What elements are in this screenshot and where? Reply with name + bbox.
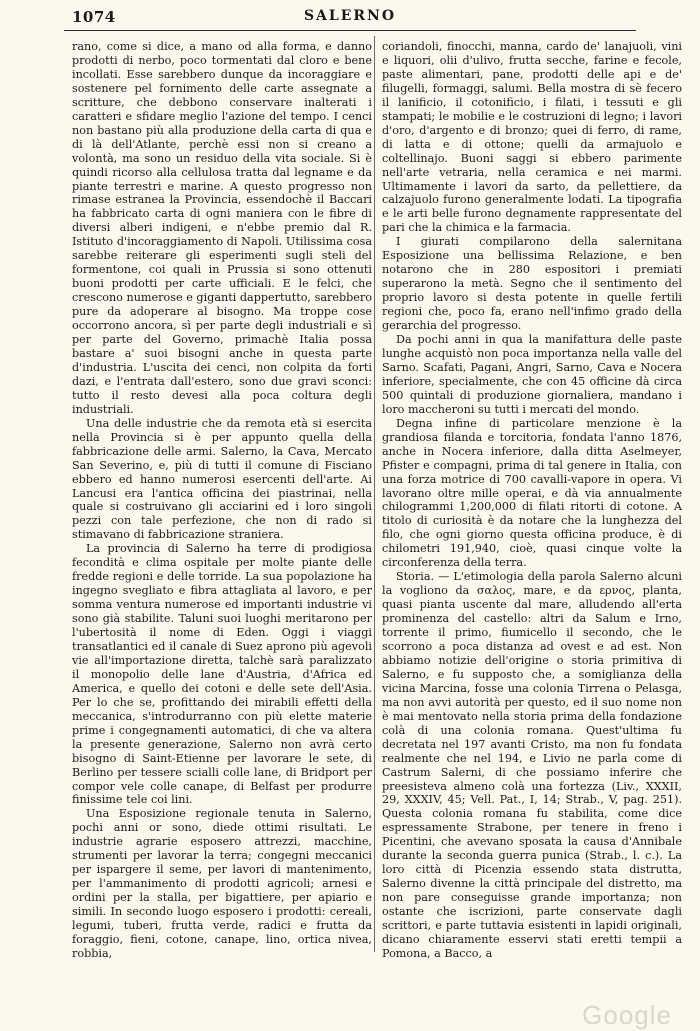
paragraph: I giurati compilarono della salernitana Esposizione una bellissima Relazione, e ben notarono che in 280 espositori i premiati superarono la metà. Segno che il sentimento del proprio lavoro si desta potente in quelle fertili regioni che, poco fa, erano nell'infimo grado della gerarchia del progresso. (382, 235, 682, 333)
paragraph: La provincia di Salerno ha terre di prodigiosa fecondità e clima ospitale per molte piante delle fredde regioni e delle torride. La sua popolazione ha ingegno svegliato e fibra attagliata al lavoro, e per somma ventura numerose ed importanti industrie vi sono già stabilite. Taluni suoi luoghi meritarono per l'ubertosità il nome di Eden. Oggi i viaggi transatlantici ed il canale di Suez aprono più agevoli vie all'importazione diretta, talchè sarà paralizzato il monopolio delle lane d'Austria, d'Africa ed America, e quello dei cotoni e delle sete dell'Asia. Per lo che se, profittando dei mirabili effetti della meccanica, s'introdurranno con più elette materie prime i congegnamenti automatici, di che va altera la presente generazione, Salerno non avrà certo bisogno di Saint-Etienne per lavorare le sete, di Berlino per tessere scialli colle lane, di Bridport per compor vele colle canape, di Belfast per produrre finissime tele coi lini. (72, 542, 372, 807)
page-header (64, 8, 636, 31)
left-column (72, 40, 372, 961)
paragraph: Storia. — L'etimologia della parola Salerno alcuni la vogliono da σαλος, mare, e da ερνος, planta, quasi pianta uscente dal mare, alludendo all'erta prominenza del castello: altri da Salum e Irno, torrente il primo, fiumicello il secondo, che le scorrono a poca distanza ad ovest e ad est. Non abbiamo notizie dell'origine o storia primitiva di Salerno, e fu supposto che, a somiglianza della vicina Marcina, fosse una colonia Tirrena o Pelasga, ma non avvi autorità per questo, ed il suo nome non è mai mentovato nella storia prima della fondazione colà di una colonia romana. Quest'ultima fu decretata nel 197 avanti Cristo, ma non fu fondata realmente che nel 194, e Livio ne parla come di Castrum Salerni, di che possiamo inferire che preesisteva almeno colà una fortezza (Liv., XXXII, 29, XXXIV, 45; Vell. Pat., I, 14; Strab., V, pag. 251). Questa colonia romana fu stabilita, come dice espressamente Strabone, per tenere in freno i Picentini, che avevano sposata la causa d'Annibale durante la seconda guerra punica (Strab., l. c.). La loro città di Picenzia essendo stata distrutta, Salerno divenne la città principale del distretto, ma non pare conseguisse grande importanza; non ostante che iscrizioni, parte conservate dagli scrittori, e parte tuttavia esistenti in lapidi originali, dicano chiaramente esservi stati eretti tempii a Pomona, a Bacco, a (382, 570, 682, 960)
column-divider (374, 36, 375, 952)
right-column (382, 40, 682, 961)
paragraph: Una delle industrie che da remota età si esercita nella Provincia si è per appunto quella della fabbricazione delle armi. Salerno, la Cava, Mercato San Severino, e, più di tutti il comune di Fisciano ebbero ed hanno numerosi esercenti dell'arte. Ai Lancusi era l'antica officina dei piastrinai, nella quale si costruivano gli acciarini ed i loro singoli pezzi con tale perfezione, che non di rado si stimavano di fabbricazione straniera. (72, 416, 372, 542)
paragraph: coriandoli, finocchi, manna, cardo de' lanajuoli, vini e liquori, olii d'ulivo, frutta secche, farine e fecole, paste alimentari, pane, prodotti delle api e de' filugelli, formaggi, salumi. Bella mostra di sè fecero il lanificio, il cotonificio, i filati, i tessuti e gli stampati; le mobilie e le costruzioni di legno; i lavori d'oro, d'argento e di bronzo; quei di ferro, di rame, di latta e di ottone; quelli da armajuolo e coltellinajo. Buoni saggi si ebbero parimente nell'arte vetraria, nella ceramica e nei marmi. Ultimamente i lavori da sarto, da pellettiere, da calzajuolo furono generalmente lodati. La tipografia e le arti belle furono degnamente rappresentate del pari che la chimica e la farmacia. (382, 40, 682, 235)
watermark: Google (582, 1000, 672, 1030)
paragraph: Degna infine di particolare menzione è la grandiosa filanda e torcitoria, fondata l'anno 1876, anche in Nocera inferiore, dalla ditta Aselmeyer, Pfister e compagni, prima di tal genere in Italia, con una forza motrice di 700 cavalli-vapore in opera. Vi lavorano oltre mille operai, e dà via annualmente chilogrammi 1,200,000 di filati ritorti di cotone. A titolo di curiosità è da notare che la lunghezza del filo, che ogni giorno questa officina produce, è di chilometri 191,940, cioè, quasi cinque volte la circonferenza della terra. (382, 416, 682, 570)
running-title: SALERNO (303, 8, 397, 24)
page-number: 1074 (72, 8, 116, 26)
paragraph: Da pochi anni in qua la manifattura delle paste lunghe acquistò non poca importanza nella valle del Sarno. Scafati, Pagani, Angri, Sarno, Cava e Nocera inferiore, specialmente, che con 45 officine dà circa 500 quintali di produzione giornaliera, mandano i loro maccheroni su tutti i mercati del mondo. (382, 333, 682, 416)
paragraph: Una Esposizione regionale tenuta in Salerno, pochi anni or sono, diede ottimi risultati. Le industrie agrarie esposero attrezzi, macchine, strumenti per lavorar la terra; congegni meccanici per ispargere il seme, per lavori di mantenimento, per l'ammanimento di prodotti agricoli; arnesi e ordini per la stalla, per bigattiere, per apiario e simili. In secondo luogo esposero i prodotti: cereali, legumi, tuberi, frutta verde, radici e frutta da foraggio, fieni, cotone, canape, lino, ortica nivea, robbia, (72, 807, 372, 960)
paragraph: rano, come si dice, a mano od alla forma, e danno prodotti di nerbo, poco tormentati dal cloro e bene incollati. Esse sarebbero dunque da incoraggiare e sostenere pel fornimento delle carte assegnate a scritture, che debbono conservare inalterati i caratteri e sfidare meglio l'azione del tempo. I cenci non bastano più alla produzione della carta di qua e di là dell'Atlante, perchè essi non si creano a volontà, ma sono un residuo della vita sociale. Si è quindi ricorso alla cellulosa tratta dal legname e da piante terrestri e marine. A questo progresso non rimase estranea la Provincia, essendochè il Baccari ha fabbricato carta di ogni maniera con le fibre di diversi alberi indigeni, e n'ebbe premio dal R. Istituto d'incoraggiamento di Napoli. Utilissima cosa sarebbe reiterare gli esperimenti sugli steli del formentone, coi quali in Prussia si sono ottenuti buoni prodotti per carte ufficiali. E le felci, che crescono numerose e giganti dappertutto, sarebbero pure da adoperare al bisogno. Ma troppe cose occorrono ancora, sì per parte degli industriali e sì per parte del Governo, primachè Italia possa bastare a' suoi bisogni anche in questa parte d'industria. L'uscita dei cenci, non colpita da forti dazi, e l'entrata dall'estero, sono due gravi sconci: tutto il resto devesi alla poca coltura degli industriali. (72, 40, 372, 416)
